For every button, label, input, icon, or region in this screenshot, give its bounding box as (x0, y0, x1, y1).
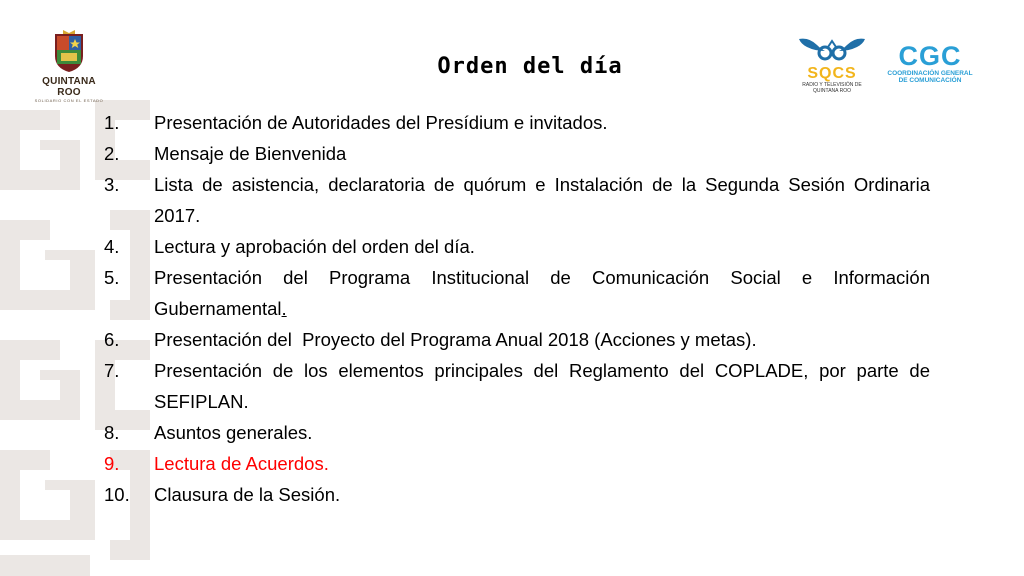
quintana-roo-logo (30, 30, 108, 103)
list-item (104, 324, 930, 355)
list-item (104, 479, 930, 510)
list-item-highlighted (104, 448, 930, 479)
list-item (104, 107, 930, 138)
item-text: Presentación del Programa Institucional de Comunicación Social e Información Gubernamental (154, 267, 930, 319)
logo-name: SQCS (807, 65, 857, 82)
item-text: Mensaje de Bienvenida (154, 143, 347, 164)
logo-subtitle: RADIO Y TELEVISIÓN DE QUINTANA ROO (802, 82, 862, 94)
item-number: 10. (104, 484, 130, 505)
item-number: 7. (104, 360, 120, 381)
logo-name: QUINTANA ROO (42, 76, 96, 98)
item-text: Lectura y aprobación del orden del día. (154, 236, 475, 257)
list-item (104, 417, 930, 448)
item-text: Lista de asistencia, declaratoria de quórum e Instalación de la Segunda Sesión Ordinaria 2017. (154, 174, 930, 226)
item-suffix: . (281, 298, 287, 319)
item-text: Presentación del Proyecto del Programa Anual 2018 (Acciones y metas). (154, 329, 757, 350)
coat-of-arms-icon (49, 30, 89, 74)
list-item (104, 231, 930, 262)
item-number: 3. (104, 174, 120, 195)
wings-icon (795, 35, 869, 63)
item-number: 8. (104, 422, 120, 443)
logo-name: CGC (898, 41, 962, 71)
item-text: Presentación de Autoridades del Presídium e invitados. (154, 112, 608, 133)
agenda-list (104, 107, 930, 510)
item-number: 2. (104, 143, 120, 164)
logo-subtitle-line2: DE COMUNICACIÓN (898, 77, 962, 84)
logo-subtitle-line1: COORDINACIÓN GENERAL (887, 70, 973, 77)
list-item (104, 138, 930, 169)
item-number: 9. (104, 453, 120, 474)
list-item (104, 355, 930, 417)
item-text: Clausura de la Sesión. (154, 484, 341, 505)
list-item (104, 262, 930, 324)
item-number: 5. (104, 267, 120, 288)
item-text: Asuntos generales. (154, 422, 313, 443)
sqcs-logo (793, 35, 871, 97)
item-number: 1. (104, 112, 120, 133)
page-title: Orden del día (437, 54, 623, 79)
item-text: Lectura de Acuerdos. (154, 453, 329, 474)
item-number: 6. (104, 329, 120, 350)
item-number: 4. (104, 236, 120, 257)
item-text: Presentación de los elementos principales del Reglamento del COPLADE, por parte de SEFIPLAN. (154, 360, 930, 412)
list-item (104, 169, 930, 231)
logo-motto: SOLIDARIO CON EL ESTADO (34, 98, 104, 103)
cgc-logo (880, 42, 980, 92)
